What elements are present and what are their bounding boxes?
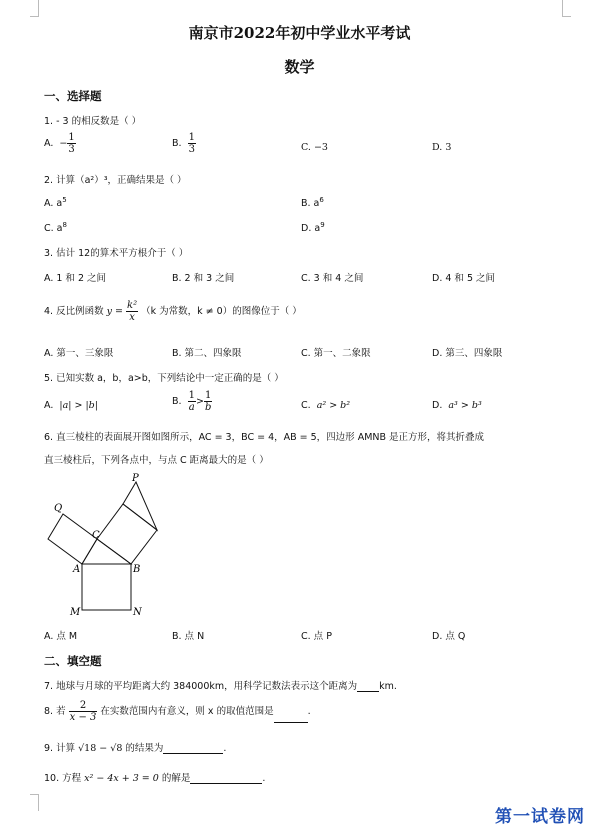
question-4-option-a: A. 第一、三象限: [44, 348, 114, 359]
question-6-option-a: A. 点 M: [44, 631, 78, 642]
question-3-stem: 3. 估计 12的算术平方根介于（ ）: [44, 248, 189, 259]
figure-label-q: Q: [54, 503, 63, 514]
figure-label-n: N: [133, 607, 142, 618]
question-1-option-d: D. 3: [432, 142, 452, 153]
question-6-option-b: B. 点 N: [172, 631, 205, 642]
question-8-stem: 8. 若 $\frac{2}{x - 3}$ 在实数范围内有意义，则 x 的取值范围是 .: [44, 700, 311, 723]
figure-label-m: M: [70, 607, 81, 618]
square-amnb: [82, 564, 131, 610]
question-3-option-c: C. 3 和 4 之间: [301, 273, 364, 284]
prism-net-figure: [40, 472, 180, 622]
crop-mark-bottom-left: [30, 794, 39, 811]
question-5-option-a: A. |a| > |b|: [44, 400, 98, 411]
question-3-option-b: B. 2 和 3 之间: [172, 273, 235, 284]
question-7-stem: 7. 地球与月球的平均距离大约 384000km，用科学记数法表示这个距离为 km.: [44, 681, 397, 692]
question-4-stem: 4. 反比例函数 y = $\frac{\text{k²}}{x}$ （k 为常数，k ≠ 0）的图像位于（ ）: [44, 300, 302, 323]
answer-blank[interactable]: [274, 711, 308, 723]
question-1-option-c: C. −3: [301, 142, 328, 153]
square-on-bc: [97, 504, 157, 564]
crop-mark-top-right: [562, 0, 571, 17]
question-6-option-c: C. 点 P: [301, 631, 332, 642]
crop-mark-top-left: [30, 0, 39, 17]
question-10-stem: 10. 方程 x² − 4x + 3 = 0 的解是 .: [44, 773, 266, 784]
question-6-option-d: D. 点 Q: [432, 631, 466, 642]
figure-label-a: A: [73, 564, 81, 575]
question-3-option-a: A. 1 和 2 之间: [44, 273, 107, 284]
question-5-option-c: C. a² > b²: [301, 400, 351, 411]
square-on-ac: [48, 514, 97, 564]
question-1-option-a: A. − $\frac{1}{3}$: [44, 132, 75, 155]
question-4-option-c: C. 第一、二象限: [301, 348, 371, 359]
question-2-option-b: B. $a^6$: [301, 196, 324, 210]
answer-blank[interactable]: [163, 742, 223, 754]
question-6-line-2: 直三棱柱后，下列各点中，与点 C 距离最大的是（ ）: [44, 455, 269, 466]
question-2-stem: 2. 计算（a²）³，正确结果是（ ）: [44, 175, 187, 186]
question-2-option-c: C. $a^8$: [44, 221, 67, 235]
section-heading-choice: 一、选择题: [44, 89, 102, 103]
figure-label-p: P: [132, 473, 139, 484]
figure-label-b: B: [133, 564, 141, 575]
question-3-option-d: D. 4 和 5 之间: [432, 273, 496, 284]
question-2-option-a: A. $a^5$: [44, 196, 67, 210]
question-4-option-b: B. 第二、四象限: [172, 348, 242, 359]
exam-title: 南京市2022年初中学业水平考试: [188, 24, 411, 42]
question-2-option-d: D. $a^9$: [301, 221, 325, 235]
question-1-option-b: B. $\frac{1}{3}$: [172, 132, 195, 155]
question-5-option-b: B. $\frac{1}{a}$ > $\frac{1}{b}$: [172, 390, 212, 413]
question-5-option-d: D. a³ > b³: [432, 400, 482, 411]
exam-subject: 数学: [284, 58, 315, 76]
watermark-logo: 第一试卷网: [495, 807, 585, 827]
question-5-stem: 5. 已知实数 a，b，a>b，下列结论中一定正确的是（ ）: [44, 373, 284, 384]
answer-blank[interactable]: [357, 680, 379, 692]
triangle-top: [123, 482, 157, 530]
section-heading-fill: 二、填空题: [44, 654, 102, 668]
question-6-line-1: 6. 直三棱柱的表面展开图如图所示，AC = 3，BC = 4，AB = 5，四边形 AMNB 是正方形，将其折叠成: [44, 432, 485, 443]
answer-blank[interactable]: [190, 772, 262, 784]
question-1-stem: 1. - 3 的相反数是（ ）: [44, 116, 142, 127]
question-9-stem: 9. 计算 √18 − √8 的结果为 .: [44, 743, 227, 754]
figure-label-c: C: [92, 530, 100, 541]
question-4-option-d: D. 第三、四象限: [432, 348, 503, 359]
